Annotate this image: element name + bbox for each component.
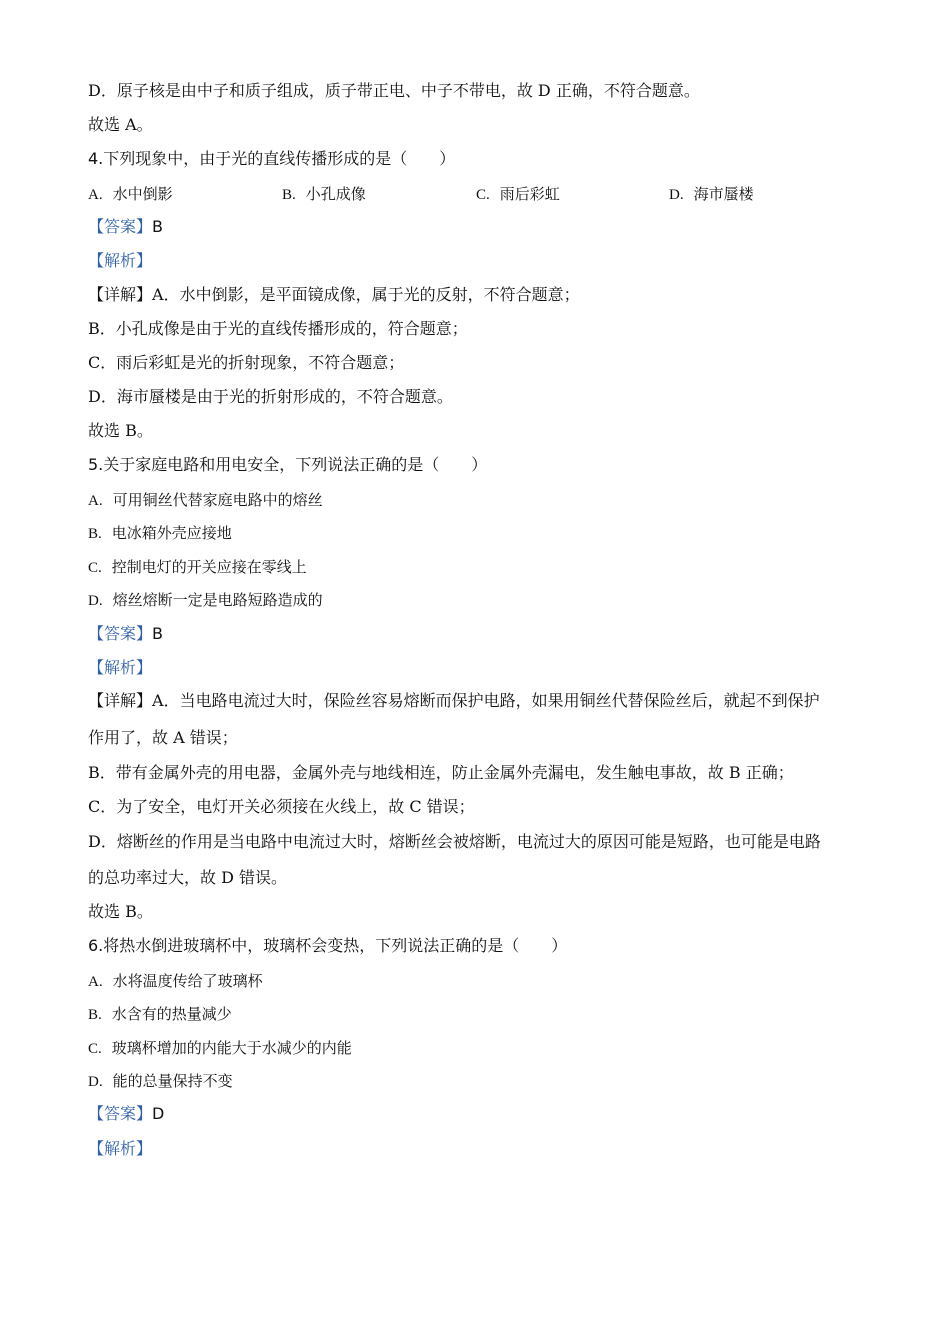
q5-detail-a: 【详解】A．当电路电流过大时，保险丝容易熔断而保护电路，如果用铜丝代替保险丝后，就起不到保护 <box>88 691 820 710</box>
q4-analysis <box>88 251 152 271</box>
analysis-tag: 【解析】 <box>88 251 153 270</box>
q4-detail-a: 【详解】A．水中倒影，是平面镜成像，属于光的反射，不符合题意； <box>88 285 580 304</box>
question-text: 关于家庭电路和用电安全，下列说法正确的是（ ） <box>103 455 488 474</box>
answer-tag: 【答案】 <box>88 1104 153 1123</box>
q4-stem <box>88 149 455 169</box>
q4-option-d: D. 海市蜃楼 <box>669 185 754 203</box>
q6-option-a: A. 水将温度传给了玻璃杯 <box>88 972 263 990</box>
q5-detail-a-cont: 作用了，故 A 错误； <box>88 728 238 747</box>
q3-conclusion: 故选 A。 <box>88 115 153 134</box>
q5-detail-d: D．熔断丝的作用是当电路中电流过大时，熔断丝会被熔断，电流过大的原因可能是短路，也可能是电路 <box>88 832 821 851</box>
q4-option-b: B. 小孔成像 <box>282 185 366 203</box>
answer-value: D <box>152 1104 165 1123</box>
q5-option-c: C. 控制电灯的开关应接在零线上 <box>88 558 307 576</box>
q3-detail-d: D．原子核是由中子和质子组成，质子带正电、中子不带电，故 D 正确，不符合题意。 <box>88 81 700 100</box>
q5-option-a: A. 可用铜丝代替家庭电路中的熔丝 <box>88 491 323 509</box>
question-text: 下列现象中，由于光的直线传播形成的是（ ） <box>103 149 456 168</box>
question-number: 5. <box>88 455 104 474</box>
answer-tag: 【答案】 <box>88 624 153 643</box>
q5-option-d: D. 熔丝熔断一定是电路短路造成的 <box>88 591 323 609</box>
q4-conclusion: 故选 B。 <box>88 421 153 440</box>
question-number: 4. <box>88 149 104 168</box>
question-text: 将热水倒进玻璃杯中，玻璃杯会变热，下列说法正确的是（ ） <box>103 936 568 955</box>
q5-stem <box>88 455 487 475</box>
answer-value: B <box>152 624 163 643</box>
q5-detail-d-cont: 的总功率过大，故 D 错误。 <box>88 868 288 887</box>
q6-stem <box>88 936 567 956</box>
q5-detail-c: C．为了安全，电灯开关必须接在火线上，故 C 错误； <box>88 797 475 816</box>
q5-detail-b: B．带有金属外壳的用电器，金属外壳与地线相连，防止金属外壳漏电，发生触电事故，故 B 正确； <box>88 763 794 782</box>
q5-answer <box>88 624 163 644</box>
q6-option-c: C. 玻璃杯增加的内能大于水减少的内能 <box>88 1039 352 1057</box>
q6-option-d: D. 能的总量保持不变 <box>88 1072 233 1090</box>
answer-value: B <box>152 217 163 236</box>
q6-option-b: B. 水含有的热量减少 <box>88 1005 232 1023</box>
q4-option-c: C. 雨后彩虹 <box>476 185 560 203</box>
q4-detail-b: B．小孔成像是由于光的直线传播形成的，符合题意； <box>88 319 468 338</box>
analysis-tag: 【解析】 <box>88 658 153 677</box>
detail-tag: 【详解】 <box>88 285 153 304</box>
answer-tag: 【答案】 <box>88 217 153 236</box>
q5-option-b: B. 电冰箱外壳应接地 <box>88 524 232 542</box>
q5-conclusion: 故选 B。 <box>88 902 153 921</box>
question-number: 6. <box>88 936 104 955</box>
q4-option-a: A. 水中倒影 <box>88 185 173 203</box>
detail-tag: 【详解】 <box>88 691 153 710</box>
q4-detail-c: C．雨后彩虹是光的折射现象，不符合题意； <box>88 353 405 372</box>
q6-answer <box>88 1104 164 1124</box>
q4-answer <box>88 217 163 237</box>
q6-analysis <box>88 1139 152 1159</box>
q5-analysis <box>88 658 152 678</box>
analysis-tag: 【解析】 <box>88 1139 153 1158</box>
q4-detail-d: D．海市蜃楼是由于光的折射形成的，不符合题意。 <box>88 387 453 406</box>
